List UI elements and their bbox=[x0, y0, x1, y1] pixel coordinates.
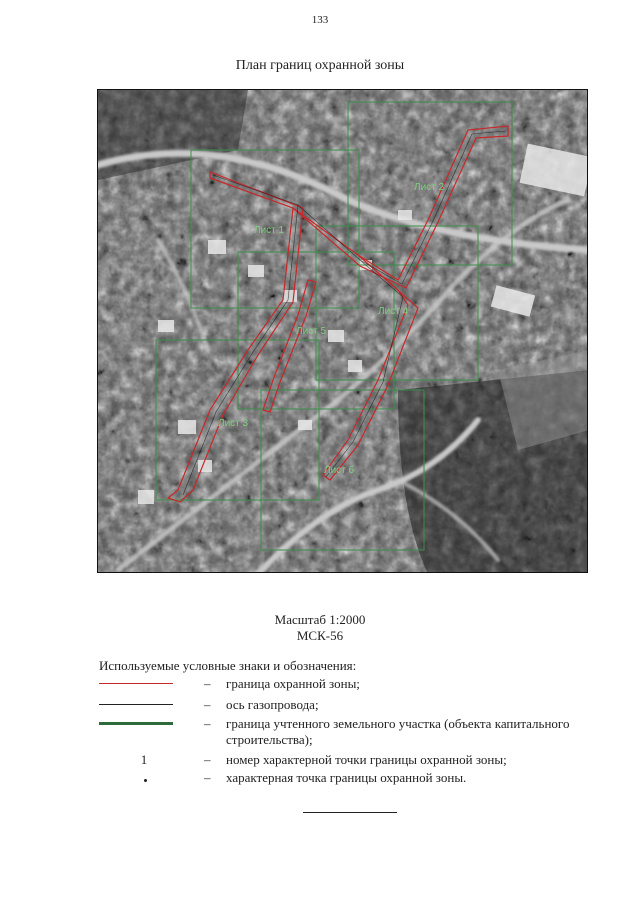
sheet-label-2: Лист 2 bbox=[414, 182, 445, 193]
sheet-label-3: Лист 3 bbox=[218, 418, 249, 429]
legend-title: Используемые условные знаки и обозначения: bbox=[99, 658, 357, 673]
sheet-label-4: Лист 4 bbox=[378, 306, 409, 317]
green-line-symbol bbox=[99, 722, 173, 725]
black-line-symbol bbox=[99, 704, 173, 705]
sheet-label-5: Лист 5 bbox=[296, 326, 327, 337]
point-number-symbol: 1 bbox=[140, 752, 148, 767]
legend-text: номер характерной точки границы охранной зоны; bbox=[226, 752, 507, 767]
point-dot-symbol bbox=[144, 779, 147, 782]
legend-dash: – bbox=[204, 697, 211, 712]
legend-dash: – bbox=[204, 676, 211, 691]
legend-text: характерная точка границы охранной зоны. bbox=[226, 770, 467, 785]
aerial-map[interactable] bbox=[97, 89, 588, 573]
sheet-label-6: Лист 6 bbox=[324, 465, 355, 476]
map-canvas bbox=[98, 90, 588, 573]
page-number: 133 bbox=[311, 14, 329, 26]
page-title: План границ охранной зоны bbox=[235, 58, 405, 73]
scale-ratio: Масштаб 1:2000 bbox=[274, 612, 366, 627]
coordinate-system: МСК-56 bbox=[296, 628, 344, 643]
sheet-label-1: Лист 1 bbox=[254, 225, 285, 236]
scale-block bbox=[0, 612, 640, 644]
red-line-symbol bbox=[99, 683, 173, 684]
legend-dash: – bbox=[204, 770, 211, 785]
legend-text: ось газопровода; bbox=[226, 697, 319, 712]
signature-line bbox=[303, 812, 397, 813]
legend-text: граница учтенного земельного участка (объекта капитального строительства); bbox=[226, 716, 570, 747]
legend-dash: – bbox=[204, 752, 211, 767]
legend-dash: – bbox=[204, 716, 211, 731]
legend-text: граница охранной зоны; bbox=[226, 676, 360, 691]
